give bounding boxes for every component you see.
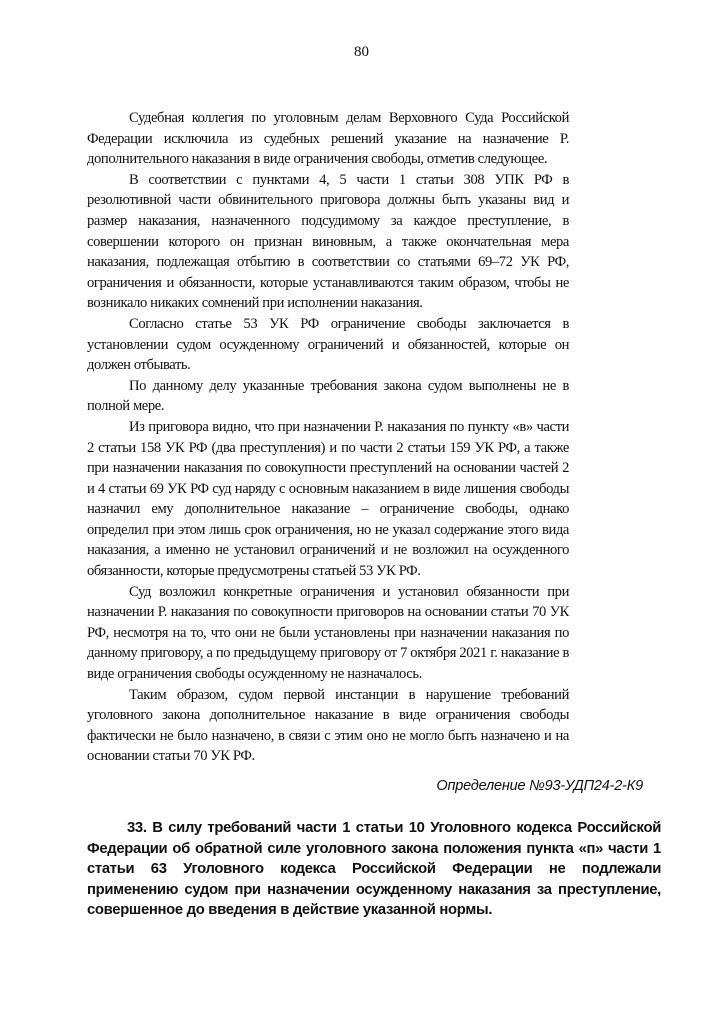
section-heading-text: 33. В силу требований части 1 статьи 10 Уголовного кодекса Российской Федерации об обратной силе уголовного закона положения пункта «п» части 1 статьи 63 Уголовного кодекса Российской Федерации не подлежали применению судом при назначении осужденному наказания за преступление, совершенное до введения в действие указанной нормы. — [87, 820, 661, 918]
body-text — [87, 108, 569, 767]
paragraph-1: Судебная коллегия по уголовным делам Верховного Суда Российской Федерации исключила из судебных решений указание на назначение Р. дополнительного наказания в виде ограничения свободы, отметив следующее. — [87, 110, 569, 168]
paragraph-6: Суд возложил конкретные ограничения и установил обязанности при назначении Р. наказания по совокупности приговоров на основании статьи 70 УК РФ, несмотря на то, что они не были установлены при назначении наказания по данному приговору, а по предыдущему приговору от 7 октября 2021 г. наказание в виде ограничения свободы осужденному не назначалось. — [87, 583, 569, 683]
paragraph-3: Согласно статье 53 УК РФ ограничение свободы заключается в установлении судом осужденному ограничений и обязанностей, которые он должен отбывать. — [87, 315, 569, 374]
page-number: 80 — [354, 44, 369, 60]
paragraph-4: По данному делу указанные требования закона судом выполнены не в полной мере. — [87, 377, 569, 415]
paragraph-7: Таким образом, судом первой инстанции в нарушение требований уголовного закона дополнительное наказание в виде ограничения свободы фактически не было назначено, в связи с этим оно не могло быть назначено и на основании статьи 70 УК РФ. — [87, 686, 569, 765]
citation-reference: Определение №93-УДП24-2-К9 — [436, 778, 643, 794]
paragraph-2: В соответствии с пунктами 4, 5 части 1 статьи 308 УПК РФ в резолютивной части обвинительного приговора должны быть указаны вид и размер наказания, назначенного подсудимому за каждое преступление, в совершении которого он признан виновным, а также окончательная мера наказания, подлежащая отбытию в соответствии со статьями 69–72 УК РФ, ограничения и обязанности, которые устанавливаются таким образом, чтобы не возникало никаких сомнений при исполнении наказания. — [87, 171, 569, 312]
section-heading — [87, 818, 661, 921]
paragraph-5: Из приговора видно, что при назначении Р. наказания по пункту «в» части 2 статьи 158 УК РФ (два преступления) и по части 2 статьи 159 УК РФ, а также при назначении наказания по совокупности преступлений на основании частей 2 и 4 статьи 69 УК РФ суд наряду с основным наказанием в виде лишения свободы назначил ему дополнительное наказание – ограничение свободы, однако определил при этом лишь срок ограничения, но не указал содержание этого вида наказания, а именно не установил ограничений и не возложил на осужденного обязанности, которые предусмотрены статьей 53 УК РФ. — [87, 418, 569, 580]
